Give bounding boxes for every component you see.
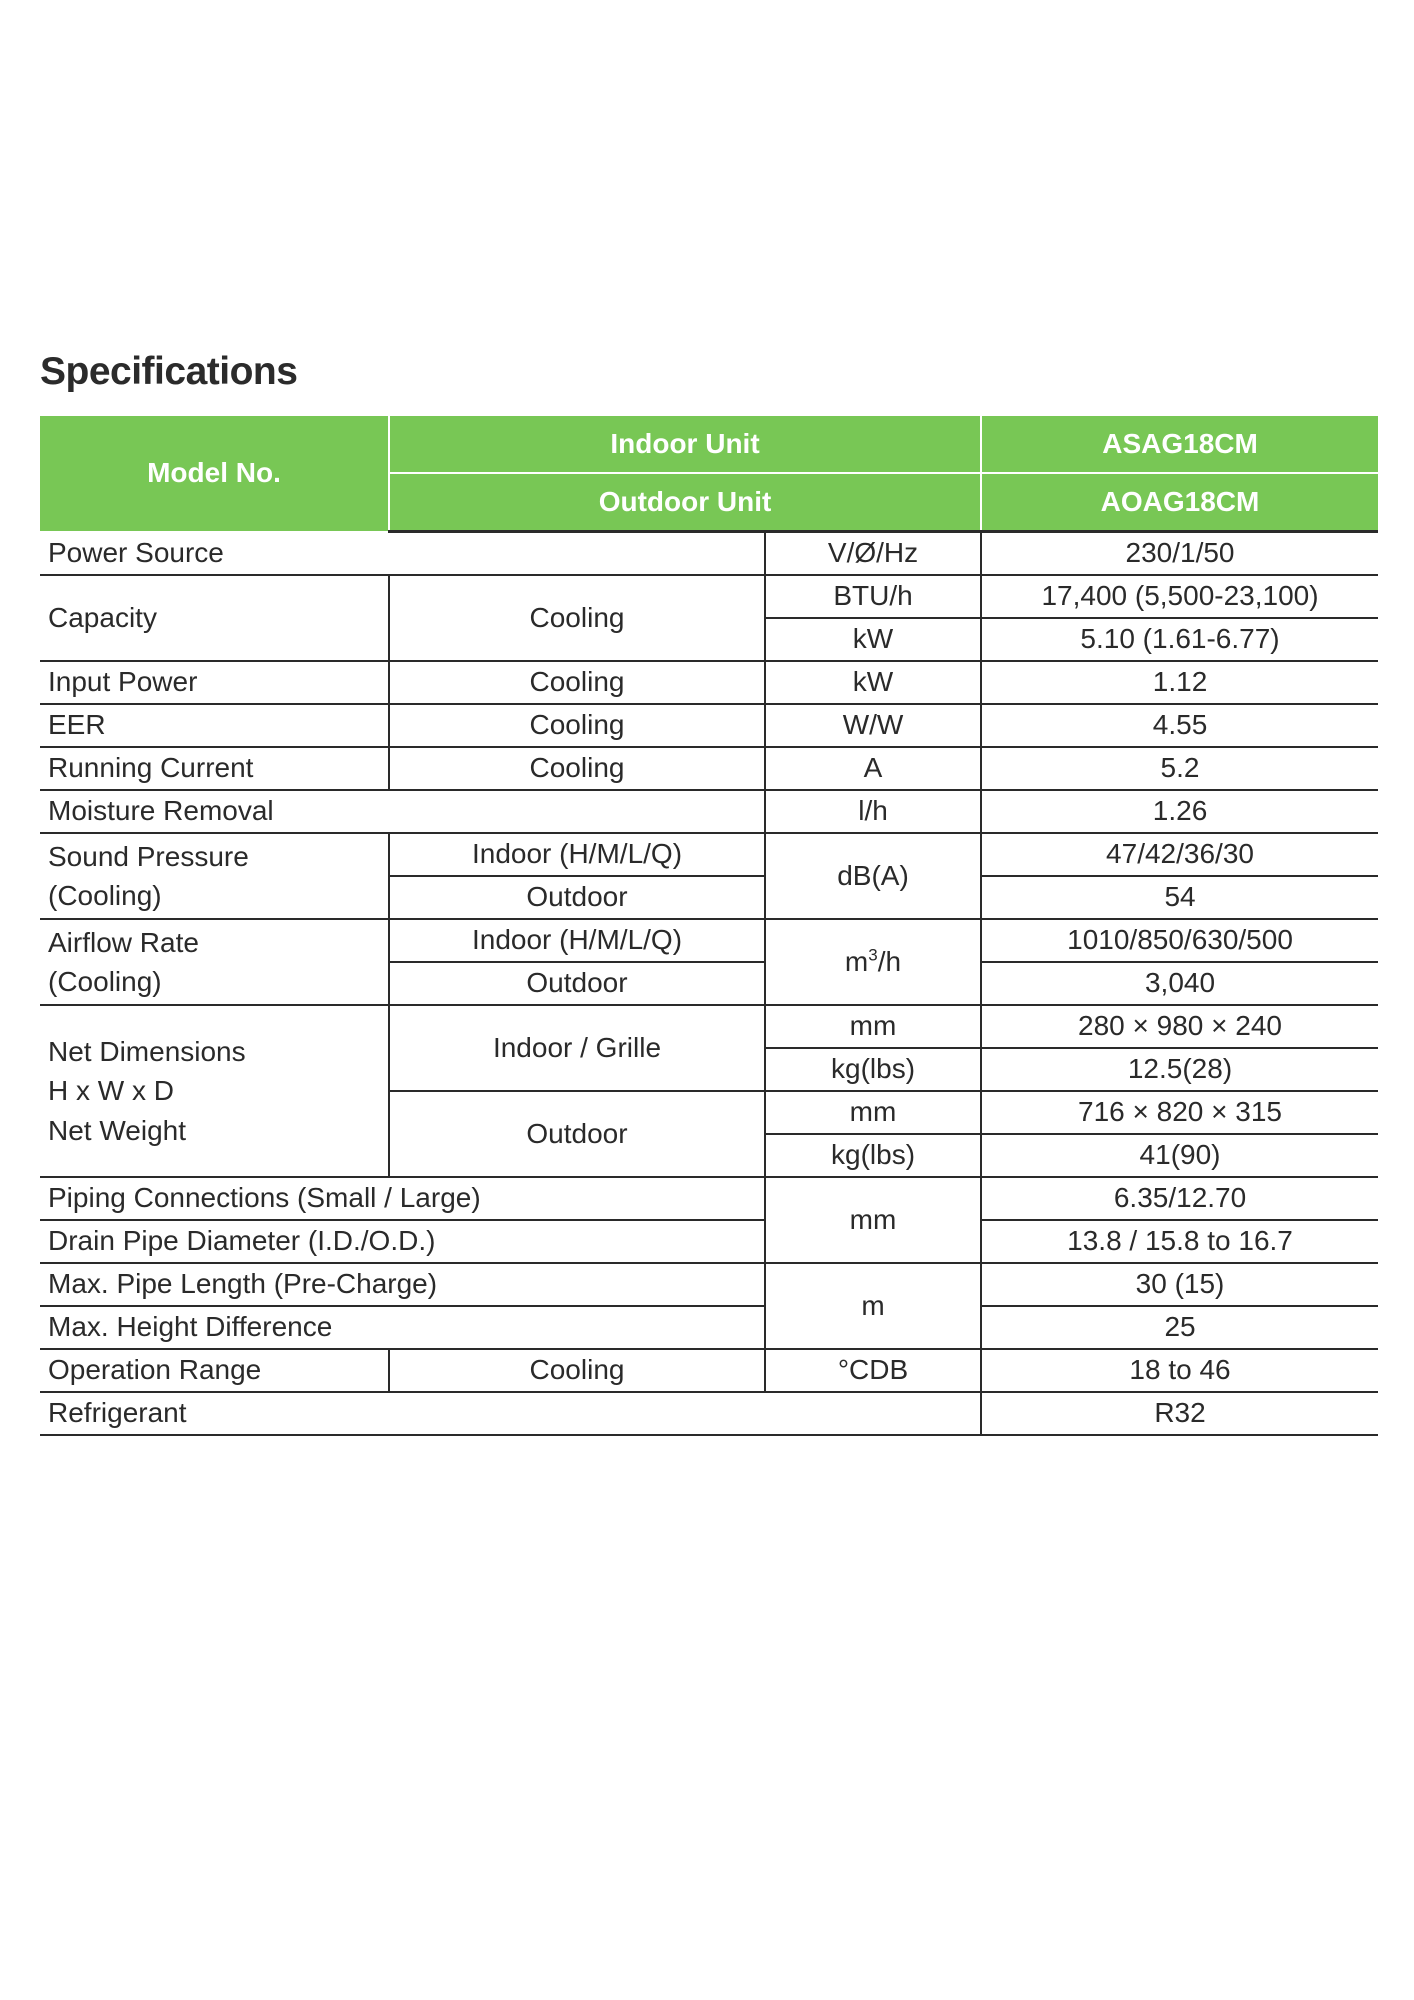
sound-pressure-label (40, 833, 389, 919)
max-height-value: 25 (981, 1306, 1378, 1349)
table-row-running-current (40, 747, 1378, 790)
drain-pipe-label: Drain Pipe Diameter (I.D./O.D.) (40, 1220, 765, 1263)
operation-range-value: 18 to 46 (981, 1349, 1378, 1392)
table-row-dimensions-indoor-mm (40, 1005, 1378, 1048)
max-pipe-length-value: 30 (15) (981, 1263, 1378, 1306)
table-row-refrigerant (40, 1392, 1378, 1435)
max-height-label: Max. Height Difference (40, 1306, 765, 1349)
input-power-value: 1.12 (981, 661, 1378, 704)
power-source-label: Power Source (40, 532, 765, 576)
running-current-unit: A (765, 747, 981, 790)
input-power-mode: Cooling (389, 661, 765, 704)
table-row-max-pipe-length (40, 1263, 1378, 1306)
eer-value: 4.55 (981, 704, 1378, 747)
dimensions-indoor-unit-mm: mm (765, 1005, 981, 1048)
dimensions-label-line3: Net Weight (48, 1114, 186, 1146)
page-title: Specifications (40, 350, 298, 393)
dimensions-indoor-kg-value: 12.5(28) (981, 1048, 1378, 1091)
outdoor-model-number: AOAG18CM (981, 473, 1378, 532)
table-row-airflow-indoor (40, 919, 1378, 962)
airflow-unit-tail: /h (877, 945, 902, 977)
dimensions-outdoor-kg-value: 41(90) (981, 1134, 1378, 1177)
airflow-outdoor-value: 3,040 (981, 962, 1378, 1005)
eer-mode: Cooling (389, 704, 765, 747)
airflow-rate-label-line2: (Cooling) (48, 966, 162, 997)
capacity-unit-btu: BTU/h (765, 575, 981, 618)
dimensions-outdoor-label: Outdoor (389, 1091, 765, 1177)
dimensions-indoor-unit-kg: kg(lbs) (765, 1048, 981, 1091)
indoor-unit-header: Indoor Unit (389, 415, 981, 473)
table-row-power-source (40, 532, 1378, 576)
power-source-unit: V/Ø/Hz (765, 532, 981, 576)
sound-pressure-outdoor-value: 54 (981, 876, 1378, 919)
input-power-label: Input Power (40, 661, 389, 704)
header-row-indoor (40, 415, 1378, 473)
dimensions-label-line1: Net Dimensions (48, 1036, 246, 1068)
dimensions-outdoor-unit-mm: mm (765, 1091, 981, 1134)
outdoor-unit-header: Outdoor Unit (389, 473, 981, 532)
table-row-drain-pipe (40, 1220, 1378, 1263)
moisture-removal-value: 1.26 (981, 790, 1378, 833)
table-row-operation-range (40, 1349, 1378, 1392)
power-source-value: 230/1/50 (981, 532, 1378, 576)
dimensions-label-line2: H x W x D (48, 1075, 174, 1107)
capacity-mode: Cooling (389, 575, 765, 661)
table-row-input-power (40, 661, 1378, 704)
max-pipe-length-label: Max. Pipe Length (Pre-Charge) (40, 1263, 765, 1306)
moisture-removal-unit: l/h (765, 790, 981, 833)
operation-range-mode: Cooling (389, 1349, 765, 1392)
sound-pressure-label-line2: (Cooling) (48, 880, 162, 911)
moisture-removal-label: Moisture Removal (40, 790, 765, 833)
refrigerant-label: Refrigerant (40, 1392, 981, 1435)
dimensions-label (40, 1005, 389, 1177)
airflow-unit (765, 919, 981, 1005)
airflow-indoor-value: 1010/850/630/500 (981, 919, 1378, 962)
dimensions-indoor-label: Indoor / Grille (389, 1005, 765, 1091)
capacity-value-kw: 5.10 (1.61-6.77) (981, 618, 1378, 661)
specifications-table (40, 414, 1378, 1436)
piping-connections-value: 6.35/12.70 (981, 1177, 1378, 1220)
airflow-rate-label-line1: Airflow Rate (48, 926, 199, 958)
piping-connections-label: Piping Connections (Small / Large) (40, 1177, 765, 1220)
refrigerant-value: R32 (981, 1392, 1378, 1435)
sound-pressure-indoor-value: 47/42/36/30 (981, 833, 1378, 876)
table-row-moisture-removal (40, 790, 1378, 833)
dimensions-outdoor-mm-value: 716 × 820 × 315 (981, 1091, 1378, 1134)
airflow-indoor-label: Indoor (H/M/L/Q) (389, 919, 765, 962)
table-row-capacity-btu (40, 575, 1378, 618)
eer-unit: W/W (765, 704, 981, 747)
running-current-mode: Cooling (389, 747, 765, 790)
running-current-label: Running Current (40, 747, 389, 790)
sound-pressure-outdoor-label: Outdoor (389, 876, 765, 919)
table-row-sound-pressure-indoor (40, 833, 1378, 876)
sound-pressure-unit: dB(A) (765, 833, 981, 919)
operation-range-unit: °CDB (765, 1349, 981, 1392)
length-unit: m (765, 1263, 981, 1349)
capacity-value-btu: 17,400 (5,500-23,100) (981, 575, 1378, 618)
dimensions-outdoor-unit-kg: kg(lbs) (765, 1134, 981, 1177)
capacity-label: Capacity (40, 575, 389, 661)
input-power-unit: kW (765, 661, 981, 704)
sound-pressure-label-line1: Sound Pressure (48, 840, 249, 872)
table-row-piping-connections (40, 1177, 1378, 1220)
eer-label: EER (40, 704, 389, 747)
airflow-unit-superscript: 3 (868, 945, 878, 965)
capacity-unit-kw: kW (765, 618, 981, 661)
table-row-max-height (40, 1306, 1378, 1349)
model-no-header: Model No. (40, 415, 389, 532)
airflow-rate-label (40, 919, 389, 1005)
drain-pipe-value: 13.8 / 15.8 to 16.7 (981, 1220, 1378, 1263)
table-row-eer (40, 704, 1378, 747)
piping-unit: mm (765, 1177, 981, 1263)
airflow-outdoor-label: Outdoor (389, 962, 765, 1005)
airflow-unit-base: m (844, 945, 869, 977)
indoor-model-number: ASAG18CM (981, 415, 1378, 473)
sound-pressure-indoor-label: Indoor (H/M/L/Q) (389, 833, 765, 876)
operation-range-label: Operation Range (40, 1349, 389, 1392)
running-current-value: 5.2 (981, 747, 1378, 790)
dimensions-indoor-mm-value: 280 × 980 × 240 (981, 1005, 1378, 1048)
